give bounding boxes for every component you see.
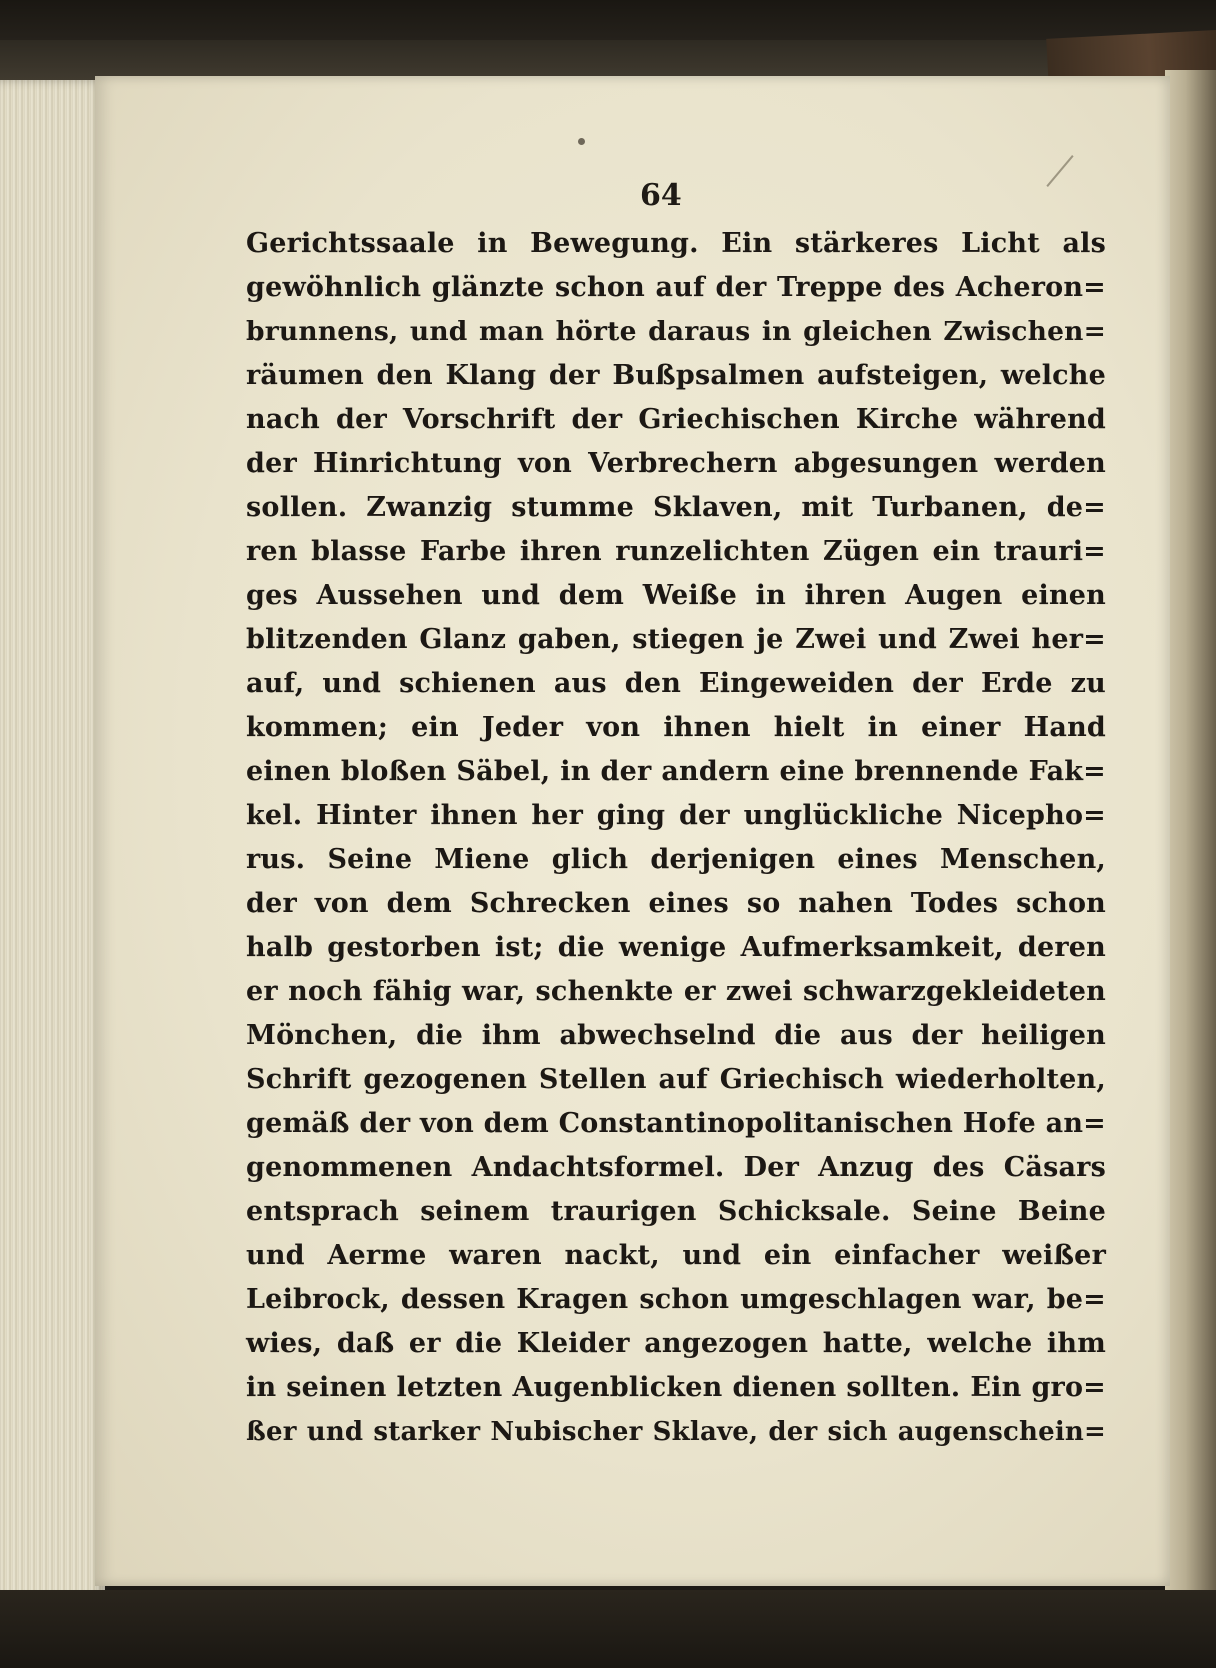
text-line: Schrift gezogenen Stellen auf Griechisch wiederholten,	[246, 1064, 1106, 1095]
text-line: auf, und schienen aus den Eingeweiden der Erde zu	[246, 668, 1106, 699]
text-line: einen bloßen Säbel, in der andern eine brennende Fak=	[246, 756, 1106, 787]
text-line: entsprach seinem traurigen Schicksale. Seine Beine	[246, 1196, 1106, 1227]
text-line: genommenen Andachtsformel. Der Anzug des Cäsars	[246, 1152, 1106, 1183]
text-line: Leibrock, dessen Kragen schon umgeschlagen war, be=	[246, 1284, 1106, 1315]
text-line: er noch fähig war, schenkte er zwei schwarzgekleideten	[246, 976, 1106, 1007]
text-line: gewöhnlich glänzte schon auf der Treppe des Acheron=	[246, 272, 1106, 303]
text-line: wies, daß er die Kleider angezogen hatte, welche ihm	[246, 1328, 1106, 1359]
text-line: ßer und starker Nubischer Sklave, der sich augenschein=	[246, 1417, 1106, 1447]
text-line: gemäß der von dem Constantinopolitanischen Hofe an=	[246, 1108, 1106, 1139]
text-line: in seinen letzten Augenblicken dienen sollten. Ein gro=	[246, 1372, 1106, 1403]
text-line: räumen den Klang der Bußpsalmen aufsteigen, welche	[246, 360, 1106, 391]
text-line: halb gestorben ist; die wenige Aufmerksamkeit, deren	[246, 932, 1106, 963]
scan-background-bottom	[0, 1590, 1216, 1668]
text-line: blitzenden Glanz gaben, stiegen je Zwei und Zwei her=	[246, 624, 1106, 655]
text-line: nach der Vorschrift der Griechischen Kirche während	[246, 404, 1106, 435]
text-line: der Hinrichtung von Verbrechern abgesungen werden	[246, 448, 1106, 479]
text-line: rus. Seine Miene glich derjenigen eines Menschen,	[246, 844, 1106, 875]
text-line: kommen; ein Jeder von ihnen hielt in einer Hand	[246, 712, 1106, 743]
text-line: Gerichtssaale in Bewegung. Ein stärkeres Licht als	[246, 228, 1106, 259]
text-line: ren blasse Farbe ihren runzelichten Zügen ein trauri=	[246, 536, 1106, 567]
page-right-edge	[1165, 70, 1216, 1600]
text-line: sollen. Zwanzig stumme Sklaven, mit Turbanen, de=	[246, 492, 1106, 523]
page-text	[246, 222, 1106, 1454]
text-line: der von dem Schrecken eines so nahen Todes schon	[246, 888, 1106, 919]
text-line: und Aerme waren nackt, und ein einfacher weißer	[246, 1240, 1106, 1271]
page-number: 64	[640, 178, 682, 213]
book-cover-edge	[0, 40, 1216, 80]
paper-speck	[578, 138, 585, 145]
text-line: brunnens, und man hörte daraus in gleichen Zwischen=	[246, 316, 1106, 347]
text-line: ges Aussehen und dem Weiße in ihren Augen einen	[246, 580, 1106, 611]
text-line: Mönchen, die ihm abwechselnd die aus der heiligen	[246, 1020, 1106, 1051]
page-stack-edge	[0, 80, 105, 1600]
text-line: kel. Hinter ihnen her ging der unglückliche Nicepho=	[246, 800, 1106, 831]
